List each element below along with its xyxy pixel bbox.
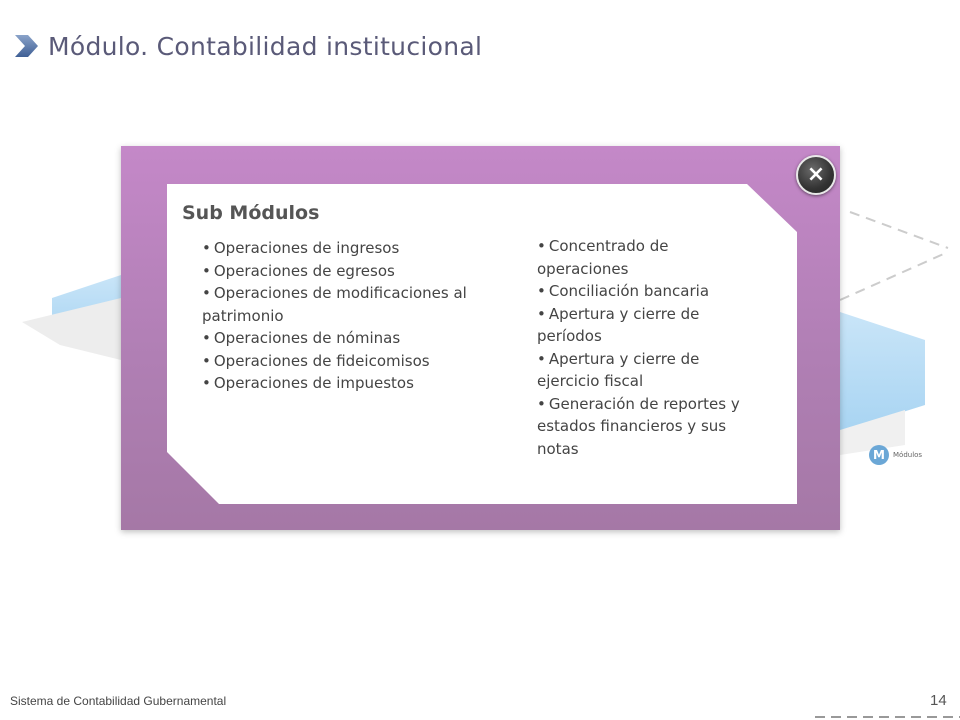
bullet: • bbox=[202, 239, 211, 257]
footer-text: Sistema de Contabilidad Gubernamental bbox=[10, 694, 227, 708]
list-item bbox=[537, 393, 762, 461]
close-icon: × bbox=[806, 162, 826, 187]
list-item bbox=[537, 348, 762, 393]
modules-badge-icon: M bbox=[869, 445, 889, 465]
dashed-line-top bbox=[850, 212, 948, 248]
dashed-line-mid bbox=[840, 252, 948, 300]
list-item bbox=[537, 235, 762, 280]
list-item-text: Operaciones de egresos bbox=[213, 261, 395, 280]
list-item-text: Apertura y cierre de períodos bbox=[537, 304, 700, 345]
modules-label: Módulos bbox=[893, 451, 923, 459]
submodules-modal bbox=[121, 146, 840, 530]
list-item-text: Generación de reportes y estados financieros y sus notas bbox=[537, 394, 740, 458]
submodules-list-left bbox=[202, 237, 512, 395]
page-title: Módulo. Contabilidad institucional bbox=[48, 31, 483, 61]
list-item bbox=[202, 350, 512, 373]
slide-header bbox=[12, 26, 482, 66]
bullet: • bbox=[202, 284, 211, 302]
list-item bbox=[537, 303, 762, 348]
submodules-list-right bbox=[537, 235, 762, 460]
list-item-text: Operaciones de fideicomisos bbox=[213, 351, 430, 370]
chevron-right-icon bbox=[12, 31, 42, 61]
right-blue-slab bbox=[840, 312, 925, 432]
list-item-text: Conciliación bancaria bbox=[548, 282, 710, 300]
list-item-text: Operaciones de nóminas bbox=[213, 329, 401, 347]
page-number: 14 bbox=[930, 692, 947, 709]
bullet: • bbox=[202, 351, 211, 370]
list-item bbox=[202, 327, 512, 350]
close-button[interactable] bbox=[796, 155, 836, 195]
bullet: • bbox=[537, 349, 546, 368]
bullet: • bbox=[537, 282, 546, 300]
list-item-text: Apertura y cierre de ejercicio fiscal bbox=[537, 349, 700, 390]
bullet: • bbox=[202, 374, 211, 392]
submodules-card bbox=[167, 184, 797, 504]
list-item bbox=[202, 237, 512, 260]
bullet: • bbox=[202, 261, 211, 280]
bullet: • bbox=[537, 304, 546, 323]
list-item-text: Operaciones de ingresos bbox=[213, 239, 400, 257]
bullet: • bbox=[537, 237, 546, 255]
bullet: • bbox=[202, 329, 211, 347]
list-item-text: Operaciones de modificaciones al patrimonio bbox=[202, 284, 467, 325]
list-item bbox=[202, 282, 512, 327]
list-item bbox=[202, 260, 512, 283]
card-title: Sub Módulos bbox=[182, 202, 320, 224]
list-item-text: Operaciones de impuestos bbox=[213, 374, 414, 392]
list-item bbox=[202, 372, 512, 395]
bullet: • bbox=[537, 394, 546, 413]
modules-chip[interactable] bbox=[869, 445, 922, 465]
list-item bbox=[537, 280, 762, 303]
list-item-text: Concentrado de operaciones bbox=[537, 237, 669, 278]
